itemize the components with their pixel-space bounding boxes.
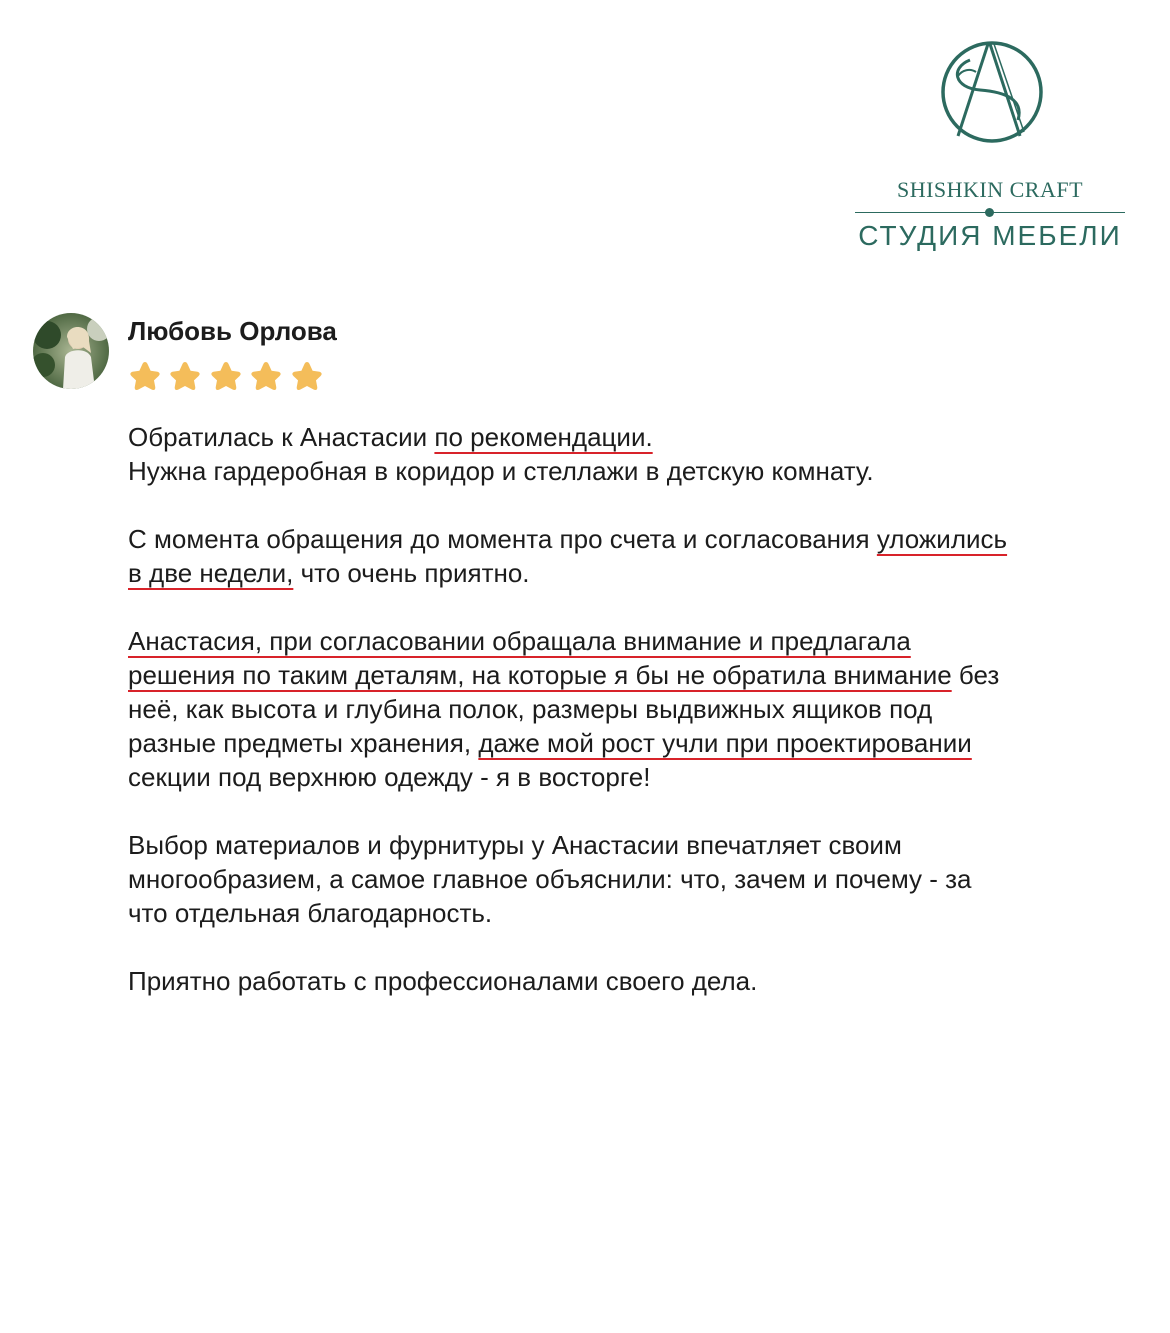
- review-highlight: Анастасия, при согласовании обращала внимание и предлагала: [128, 626, 911, 656]
- review-text-segment: Обратилась к Анастасии: [128, 422, 435, 452]
- review-line: [128, 624, 1138, 658]
- star-icon: [289, 359, 325, 395]
- user-photo-avatar: [33, 313, 109, 389]
- review-line: [128, 896, 1138, 930]
- review-text-segment: без: [951, 660, 1000, 690]
- review-line: [128, 454, 1138, 488]
- star-icon: [127, 359, 163, 395]
- review-highlight: в две недели,: [128, 558, 294, 588]
- paragraph-gap: [128, 930, 1138, 964]
- review-text-segment: С момента обращения до момента про счета и согласования: [128, 524, 877, 554]
- review-text: [128, 420, 1138, 998]
- paragraph-gap: [128, 590, 1138, 624]
- review-text-segment: Приятно работать с профессионалами своего дела.: [128, 966, 758, 996]
- star-icon: [208, 359, 244, 395]
- review-highlight: уложились: [876, 524, 1008, 554]
- review-text-segment: секции под верхнюю одежду - я в восторге!: [128, 762, 651, 792]
- review-text-segment: что отдельная благодарность.: [128, 898, 493, 928]
- review-text-segment: многообразием, а самое главное объяснили: что, зачем и почему - за: [128, 864, 972, 894]
- brand-divider-dot: [985, 208, 994, 217]
- rating-stars: [127, 359, 325, 395]
- paragraph-gap: [128, 488, 1138, 522]
- review-text-segment: Выбор материалов и фурнитуры у Анастасии впечатляет своим: [128, 830, 902, 860]
- review-line: [128, 828, 1138, 862]
- review-line: [128, 964, 1138, 998]
- star-icon: [167, 359, 203, 395]
- brand-logo: [840, 36, 1140, 266]
- review-line: [128, 658, 1138, 692]
- review-text-segment: Нужна гардеробная в коридор и стеллажи в детскую комнату.: [128, 456, 874, 486]
- brand-name: SHISHKIN CRAFT: [896, 177, 1084, 202]
- paragraph-gap: [128, 794, 1138, 828]
- review-text-segment: что очень приятно.: [293, 558, 530, 588]
- review-author: Любовь Орлова: [128, 316, 337, 346]
- review-highlight: по рекомендации.: [434, 422, 653, 452]
- review-line: [128, 760, 1138, 794]
- review-line: [128, 862, 1138, 896]
- review-text-segment: неё, как высота и глубина полок, размеры выдвижных ящиков под: [128, 694, 933, 724]
- star-icon: [248, 359, 284, 395]
- review-line: [128, 522, 1138, 556]
- review-text-segment: разные предметы хранения,: [128, 728, 479, 758]
- monogram-logo-icon: [940, 40, 1044, 144]
- review-highlight: даже мой рост учли при проектировании: [478, 728, 972, 758]
- review-line: [128, 420, 1138, 454]
- brand-subtitle: СТУДИЯ МЕБЕЛИ: [858, 220, 1122, 251]
- review-line: [128, 692, 1138, 726]
- review-highlight: решения по таким деталям, на которые я бы не обратила внимание: [128, 660, 952, 690]
- review-line: [128, 726, 1138, 760]
- review-line: [128, 556, 1138, 590]
